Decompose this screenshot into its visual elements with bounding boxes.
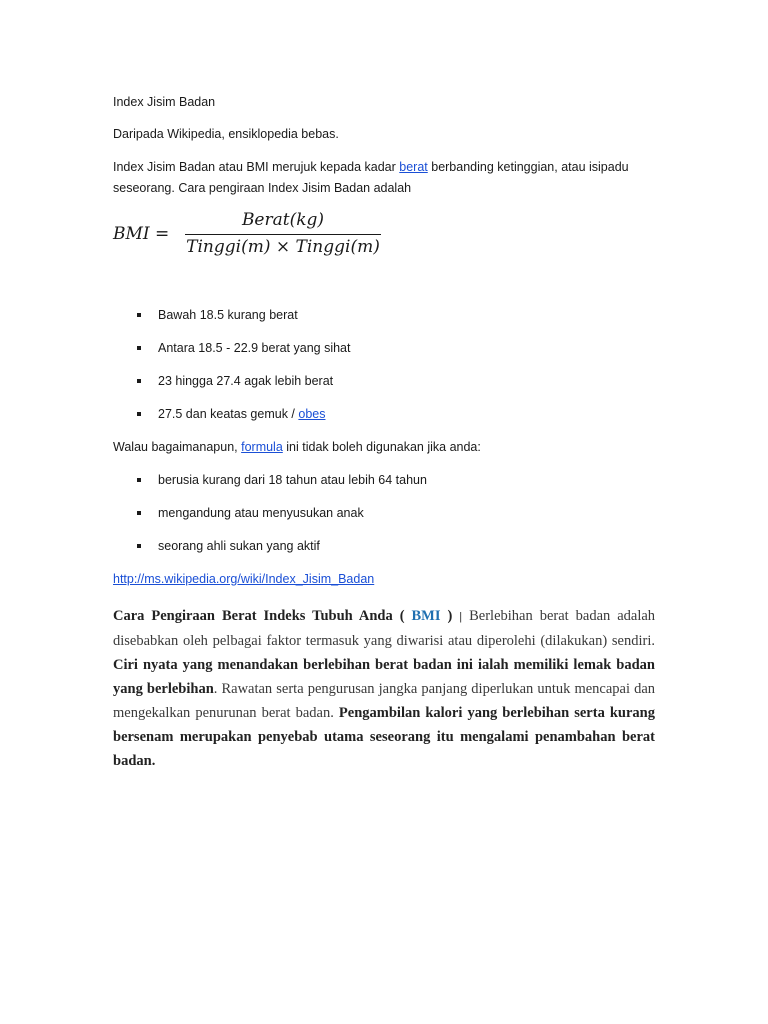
formula-link[interactable]: formula	[241, 440, 283, 454]
wikipedia-url-line	[113, 572, 374, 586]
source-line: Daripada Wikipedia, ensiklopedia bebas.	[113, 127, 339, 141]
formula-numerator: Berat(kg)	[241, 210, 325, 230]
list-item: seorang ahli sukan yang aktif	[158, 539, 320, 553]
intro-line-1	[113, 160, 629, 174]
separator: |	[459, 611, 463, 623]
article-text-2: . Rawatan serta pengurusan jangka panjang diperlukan untuk mencapai dan mengekalkan penurunan berat badan.	[113, 681, 656, 721]
wikipedia-url-link[interactable]: http://ms.wikipedia.org/wiki/Index_Jisim_Badan	[113, 572, 375, 586]
bullet-marker	[137, 544, 141, 548]
bullet-marker	[137, 346, 141, 350]
bullet-marker	[137, 313, 141, 317]
list-item: mengandung atau menyusukan anak	[158, 506, 364, 520]
list-item: Antara 18.5 - 22.9 berat yang sihat	[158, 341, 351, 355]
intro-line-2: seseorang. Cara pengiraan Index Jisim Badan adalah	[113, 181, 412, 195]
list-item	[158, 407, 325, 421]
bullet-marker	[137, 379, 141, 383]
article-bold-2: Pengambilan kalori yang berlebihan serta kurang bersenam merupakan penyebab utama seseorang itu mengalami penambahan berat badan.	[113, 705, 655, 769]
article-paragraph	[113, 604, 655, 773]
bullet-marker	[137, 478, 141, 482]
caveat-text-end: ini tidak boleh digunakan jika anda:	[282, 440, 481, 454]
list-item-text: 27.5 dan keatas gemuk /	[158, 407, 299, 421]
list-item: Bawah 18.5 kurang berat	[158, 308, 298, 322]
intro-text-end: berbanding ketinggian, atau isipadu	[427, 160, 629, 174]
intro-text-start: Index Jisim Badan atau BMI merujuk kepada kadar	[113, 160, 400, 174]
list-item: 23 hingga 27.4 agak lebih berat	[158, 374, 334, 388]
article-heading-close: )	[447, 608, 453, 624]
obes-link[interactable]: obes	[298, 407, 326, 421]
berat-link[interactable]: berat	[399, 160, 428, 174]
formula-lhs: BMI =	[113, 224, 170, 244]
fraction-bar	[185, 234, 381, 235]
caveat-line	[113, 440, 481, 454]
list-item: berusia kurang dari 18 tahun atau lebih 64 tahun	[158, 473, 427, 487]
formula-denominator: Tinggi(m) × Tinggi(m)	[186, 237, 380, 257]
article-text-1: Berlebihan berat badan adalah disebabkan oleh pelbagai faktor termasuk yang diwarisi atau diperolehi (dilakukan) sendiri.	[113, 608, 656, 649]
article-bold-1: Ciri nyata yang menandakan berlebihan berat badan ini ialah memiliki lemak badan yang berlebihan	[113, 657, 655, 697]
page-title: Index Jisim Badan	[113, 95, 216, 109]
bmi-highlight: BMI	[411, 608, 441, 624]
bullet-marker	[137, 412, 141, 416]
article-heading: Cara Pengiraan Berat Indeks Tubuh Anda (	[113, 608, 405, 624]
bullet-marker	[137, 511, 141, 515]
caveat-text-start: Walau bagaimanapun,	[113, 440, 242, 454]
